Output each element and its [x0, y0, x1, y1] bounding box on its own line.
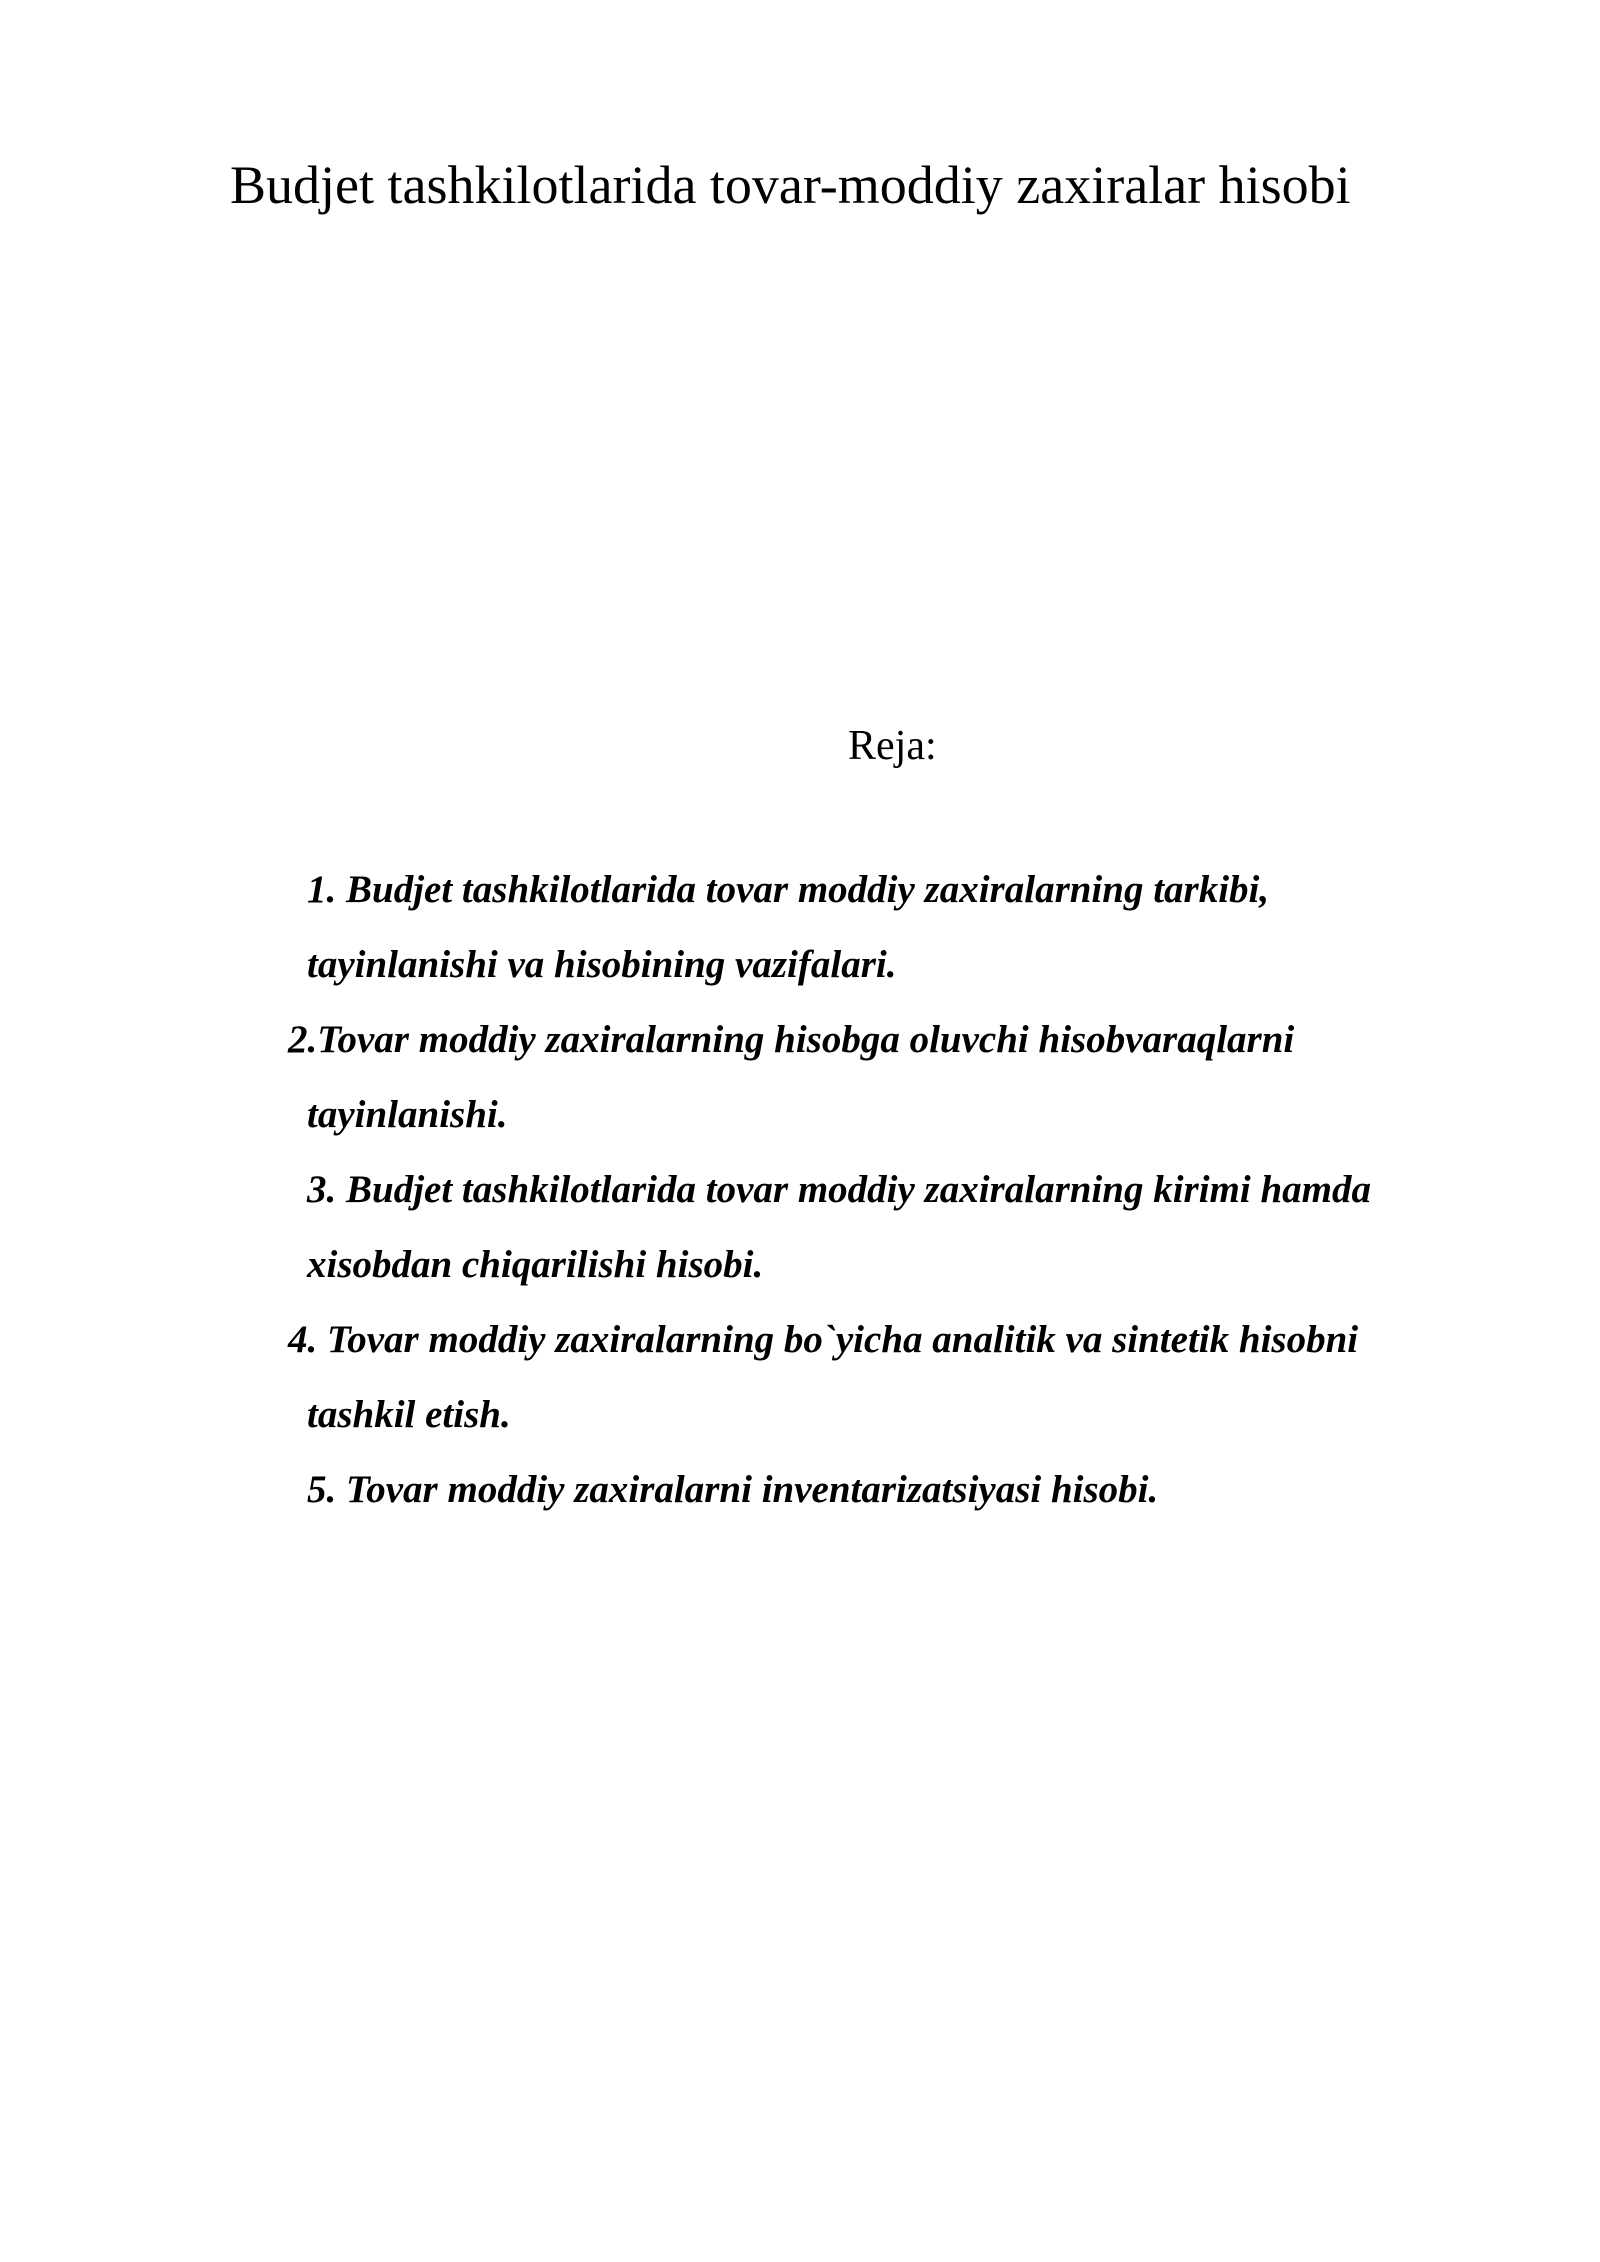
plan-item-3-line-1: 3. Budjet tashkilotlarida tovar moddiy zaxiralarning kirimi hamda	[307, 1168, 1372, 1211]
plan-item-1-line-2: tayinlanishi va hisobining vazifalari.	[307, 943, 897, 986]
plan-item-2-line-2: tayinlanishi.	[307, 1093, 508, 1136]
plan-item-3-line-2: xisobdan chiqarilishi hisobi.	[307, 1243, 764, 1286]
document-title: Budjet tashkilotlarida tovar-moddiy zaxiralar hisobi	[230, 155, 1351, 215]
plan-item-4-line-1: 4. Tovar moddiy zaxiralarning bo`yicha analitik va sintetik hisobni	[288, 1318, 1359, 1361]
plan-item-4-line-2: tashkil etish.	[307, 1393, 511, 1436]
plan-item-1-line-1: 1. Budjet tashkilotlarida tovar moddiy zaxiralarning tarkibi,	[307, 868, 1270, 911]
plan-heading: Reja:	[848, 723, 937, 769]
plan-item-5-line-1: 5. Tovar moddiy zaxiralarni inventarizatsiyasi hisobi.	[307, 1468, 1159, 1511]
plan-item-2-line-1: 2.Tovar moddiy zaxiralarning hisobga oluvchi hisobvaraqlarni	[288, 1018, 1295, 1061]
